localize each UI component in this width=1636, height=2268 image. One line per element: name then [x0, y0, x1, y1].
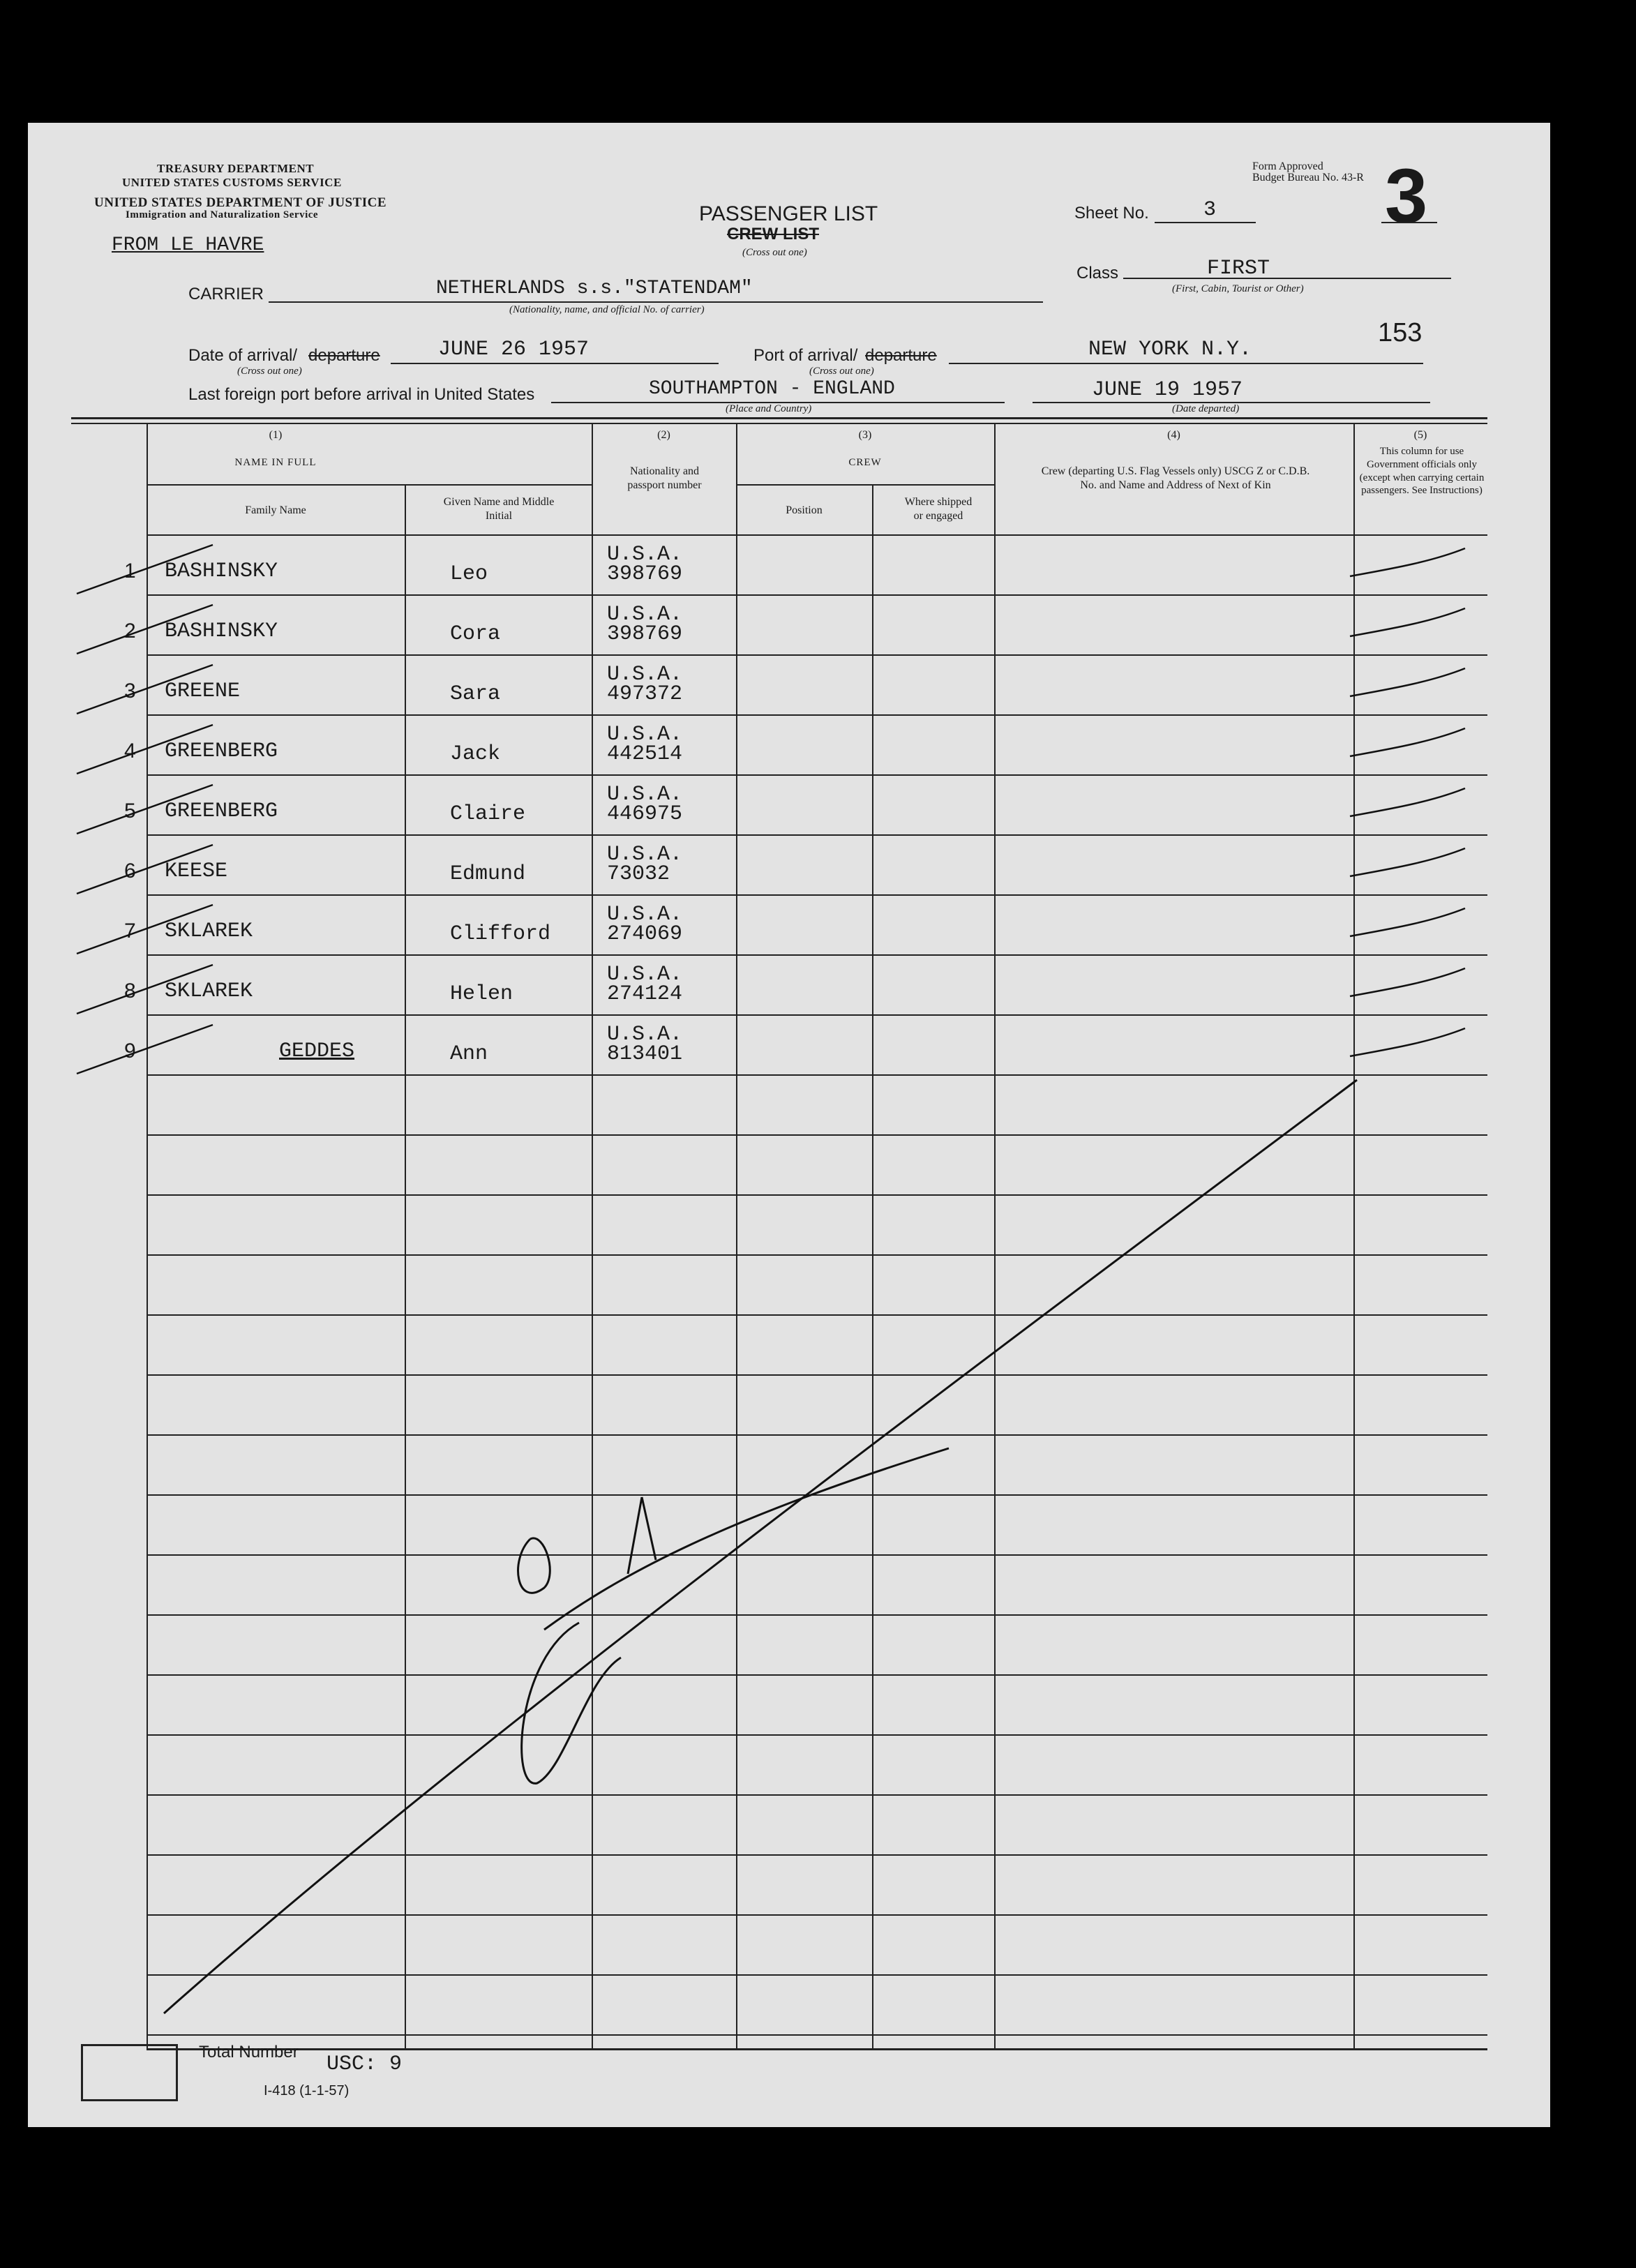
- official-check-mark: [1350, 728, 1465, 756]
- row-tick-mark: [77, 785, 213, 834]
- departed-note: (Date departed): [1172, 403, 1240, 414]
- row-tick-mark: [77, 665, 213, 714]
- nationality: U.S.A.: [607, 783, 683, 806]
- nationality: U.S.A.: [607, 903, 683, 926]
- given-name: Claire: [450, 802, 526, 826]
- official-check-mark: [1350, 968, 1465, 996]
- list-title: PASSENGER LIST: [699, 202, 878, 225]
- sheet-label: Sheet No.: [1074, 204, 1149, 223]
- official-check-mark: [1350, 608, 1465, 636]
- dept-justice: UNITED STATES DEPARTMENT OF JUSTICE: [94, 195, 387, 210]
- passport-number: 497372: [607, 682, 683, 706]
- form-approved: Form Approved: [1252, 160, 1323, 172]
- row-tick-mark: [77, 545, 213, 594]
- row-number: 9: [124, 1039, 136, 1062]
- crew-struck: CREW LIST: [727, 225, 819, 243]
- from-port: FROM LE HAVRE: [112, 234, 264, 256]
- official-check-mark: [1350, 548, 1465, 576]
- given-name: Sara: [450, 682, 501, 706]
- nationality: U.S.A.: [607, 843, 683, 866]
- sheet-value: 3: [1203, 198, 1217, 222]
- dept-treasury: TREASURY DEPARTMENT: [157, 162, 315, 175]
- row-number: 4: [124, 739, 136, 763]
- official-check-mark: [1350, 908, 1465, 936]
- row-tick-mark: [77, 905, 213, 954]
- family-name: GREENBERG: [165, 739, 278, 763]
- passport-number: 446975: [607, 802, 683, 826]
- family-name: GEDDES: [279, 1039, 355, 1063]
- family-name: SKLAREK: [165, 919, 253, 943]
- passport-number: 274069: [607, 922, 683, 946]
- family-name: KEESE: [165, 859, 228, 883]
- handwritten-marks: [28, 123, 1550, 2127]
- usc-value: USC: 9: [327, 2052, 403, 2076]
- row-tick-mark: [77, 845, 213, 894]
- family-name: GREENE: [165, 679, 241, 703]
- col1-family: Family Name: [245, 504, 306, 516]
- nationality: U.S.A.: [607, 723, 683, 746]
- given-name: Leo: [450, 562, 488, 586]
- col4-title: Crew (departing U.S. Flag Vessels only) USCG Z or C.D.B. No. and Name and Address of Next of Kin: [1041, 465, 1310, 491]
- port-struck: departure: [865, 346, 937, 365]
- given-name: Cora: [450, 622, 501, 646]
- diagonal-strike-line: [164, 1080, 1357, 2013]
- row-number: 8: [124, 979, 136, 1002]
- signature-tail: [544, 1448, 949, 1630]
- class-label: Class: [1076, 264, 1119, 283]
- nationality: U.S.A.: [607, 543, 683, 566]
- row-number: 1: [124, 560, 136, 583]
- port-value: NEW YORK N.Y.: [1088, 338, 1252, 361]
- col1-given: Given Name and Middle Initial: [443, 496, 555, 522]
- dept-customs: UNITED STATES CUSTOMS SERVICE: [122, 176, 342, 189]
- col3-position: Position: [786, 504, 823, 516]
- passport-number: 398769: [607, 622, 683, 646]
- official-check-mark: [1350, 788, 1465, 816]
- col3-title: CREW: [848, 457, 882, 468]
- official-check-mark: [1350, 848, 1465, 876]
- col3-where: Where shipped or engaged: [904, 496, 973, 522]
- passport-number: 274124: [607, 982, 683, 1006]
- initials-a-mark: [628, 1497, 656, 1574]
- nationality: U.S.A.: [607, 663, 683, 686]
- col3-num: (3): [858, 429, 872, 441]
- official-check-mark: [1350, 668, 1465, 696]
- port-note: (Cross out one): [809, 366, 874, 377]
- given-name: Ann: [450, 1042, 488, 1066]
- col1-num: (1): [269, 429, 283, 441]
- departed-value: JUNE 19 1957: [1092, 378, 1243, 402]
- row-number: 6: [124, 859, 136, 883]
- passport-number: 442514: [607, 742, 683, 766]
- last-port-value: SOUTHAMPTON - ENGLAND: [649, 378, 895, 400]
- passport-number: 813401: [607, 1042, 683, 1066]
- col1-title: NAME IN FULL: [234, 457, 317, 468]
- class-note: (First, Cabin, Tourist or Other): [1172, 283, 1304, 294]
- family-name: SKLAREK: [165, 979, 253, 1003]
- col2-num: (2): [657, 429, 670, 441]
- official-check-mark: [1350, 1028, 1465, 1056]
- arrival-struck: departure: [308, 346, 380, 365]
- title-cross-note: (Cross out one): [742, 247, 807, 258]
- col5-num: (5): [1413, 429, 1427, 441]
- page-count: 153: [1378, 318, 1423, 347]
- row-tick-mark: [77, 605, 213, 654]
- carrier-value: NETHERLANDS s.s."STATENDAM": [436, 278, 753, 299]
- given-name: Jack: [450, 742, 501, 766]
- form-number: I-418 (1-1-57): [264, 2083, 350, 2098]
- passport-number: 398769: [607, 562, 683, 586]
- arrival-value: JUNE 26 1957: [438, 338, 590, 361]
- given-name: Clifford: [450, 922, 551, 946]
- last-port-note: (Place and Country): [726, 403, 812, 414]
- total-label: Total Number: [199, 2043, 299, 2062]
- given-name: Helen: [450, 982, 513, 1006]
- row-number: 2: [124, 619, 136, 643]
- dept-ins: Immigration and Naturalization Service: [126, 209, 319, 220]
- port-label: Port of arrival/: [753, 346, 858, 365]
- initials-mark: [518, 1538, 550, 1593]
- carrier-note: (Nationality, name, and official No. of carrier): [509, 304, 705, 315]
- nationality: U.S.A.: [607, 603, 683, 626]
- row-number: 5: [124, 799, 136, 823]
- given-name: Edmund: [450, 862, 526, 886]
- passport-number: 73032: [607, 862, 670, 886]
- carrier-label: CARRIER: [188, 285, 264, 303]
- budget-bureau: Budget Bureau No. 43-R: [1252, 172, 1364, 183]
- nationality: U.S.A.: [607, 1023, 683, 1046]
- row-number: 7: [124, 919, 136, 943]
- class-value: FIRST: [1207, 257, 1270, 280]
- arrival-note: (Cross out one): [237, 366, 302, 377]
- big-sheet-number: 3: [1385, 153, 1428, 239]
- row-tick-mark: [77, 965, 213, 1014]
- row-tick-mark: [77, 1025, 213, 1074]
- col5-title: This column for use Government officials only (except when carrying certain passengers. See Instructions): [1359, 446, 1485, 497]
- family-name: BASHINSKY: [165, 560, 278, 583]
- nationality: U.S.A.: [607, 963, 683, 986]
- arrival-label: Date of arrival/: [188, 346, 298, 365]
- row-tick-mark: [77, 725, 213, 774]
- family-name: GREENBERG: [165, 799, 278, 823]
- last-port-label: Last foreign port before arrival in United States: [188, 385, 535, 404]
- manifest-sheet: [28, 123, 1550, 2127]
- col2-title: Nationality and passport number: [627, 465, 702, 491]
- col4-num: (4): [1167, 429, 1180, 441]
- row-number: 3: [124, 679, 136, 703]
- family-name: BASHINSKY: [165, 619, 278, 643]
